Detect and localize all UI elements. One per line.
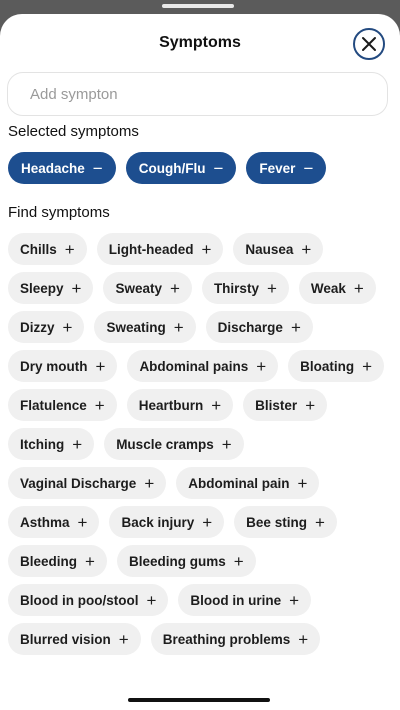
find-chip-label: Sweaty	[115, 280, 162, 296]
find-chip-discharge[interactable]	[206, 311, 313, 343]
plus-icon: +	[298, 629, 309, 649]
plus-icon: +	[221, 434, 232, 454]
symptoms-sheet	[0, 14, 400, 710]
find-chip-label: Weak	[310, 280, 346, 296]
find-chip-abdominal-pain[interactable]	[176, 467, 319, 499]
find-chip-thirsty[interactable]	[202, 272, 289, 304]
find-chip-dry-mouth[interactable]	[8, 350, 117, 382]
plus-icon: +	[353, 278, 364, 298]
plus-icon: +	[362, 356, 373, 376]
find-chip-label: Heartburn	[138, 397, 204, 413]
find-chip-label: Discharge	[217, 319, 283, 335]
minus-icon: −	[213, 158, 224, 178]
symptom-search-input[interactable]	[28, 85, 387, 104]
plus-icon: +	[144, 473, 155, 493]
selected-symptoms-label: Selected symptoms	[8, 123, 139, 140]
selected-chip-cough-flu[interactable]	[126, 152, 237, 184]
find-chip-label: Blister	[255, 397, 298, 413]
plus-icon: +	[289, 590, 300, 610]
find-chip-sweaty[interactable]	[103, 272, 191, 304]
find-chip-label: Abdominal pains	[139, 358, 249, 374]
find-chip-vaginal-discharge[interactable]	[8, 467, 166, 499]
find-chip-label: Bee sting	[246, 514, 307, 530]
find-chip-nausea[interactable]	[233, 233, 323, 265]
selected-chip-fever[interactable]	[246, 152, 326, 184]
find-chip-weak[interactable]	[299, 272, 376, 304]
find-chip-bloating[interactable]	[288, 350, 384, 382]
plus-icon: +	[62, 317, 73, 337]
find-chip-blood-in-urine[interactable]	[178, 584, 311, 616]
plus-icon: +	[233, 551, 244, 571]
plus-icon: +	[297, 473, 308, 493]
find-chip-muscle-cramps[interactable]	[104, 428, 243, 460]
find-chip-blister[interactable]	[243, 389, 327, 421]
close-icon	[361, 36, 377, 52]
find-chip-sweating[interactable]	[94, 311, 195, 343]
find-chip-label: Itching	[20, 436, 65, 452]
find-chip-light-headed[interactable]	[97, 233, 224, 265]
find-chip-label: Vaginal Discharge	[20, 475, 137, 491]
find-chip-label: Bleeding	[20, 553, 78, 569]
find-chip-breathing-problems[interactable]	[151, 623, 320, 655]
plus-icon: +	[64, 239, 75, 259]
find-chip-label: Asthma	[20, 514, 70, 530]
find-chip-label: Blurred vision	[20, 631, 111, 647]
plus-icon: +	[202, 512, 213, 532]
find-chip-blood-in-poo-stool[interactable]	[8, 584, 168, 616]
find-chip-label: Flatulence	[20, 397, 87, 413]
find-chip-bee-sting[interactable]	[234, 506, 337, 538]
find-chip-heartburn[interactable]	[127, 389, 233, 421]
find-chip-label: Abdominal pain	[188, 475, 290, 491]
find-symptoms-label: Find symptoms	[8, 204, 110, 221]
find-chip-chills[interactable]	[8, 233, 87, 265]
find-chip-label: Muscle cramps	[116, 436, 214, 452]
minus-icon: −	[303, 158, 314, 178]
find-chip-label: Dry mouth	[20, 358, 88, 374]
home-indicator	[128, 698, 270, 702]
plus-icon: +	[305, 395, 316, 415]
plus-icon: +	[301, 239, 312, 259]
find-chip-itching[interactable]	[8, 428, 94, 460]
find-chip-label: Chills	[20, 241, 57, 257]
selected-symptoms-list	[8, 152, 394, 184]
plus-icon: +	[173, 317, 184, 337]
find-chip-dizzy[interactable]	[8, 311, 84, 343]
selected-chip-headache[interactable]	[8, 152, 116, 184]
find-chip-label: Light-headed	[108, 241, 194, 257]
plus-icon: +	[201, 239, 212, 259]
plus-icon: +	[77, 512, 88, 532]
page-title: Symptoms	[159, 34, 241, 51]
find-chip-label: Dizzy	[20, 319, 55, 335]
plus-icon: +	[95, 356, 106, 376]
plus-icon: +	[256, 356, 267, 376]
find-chip-abdominal-pains[interactable]	[127, 350, 278, 382]
plus-icon: +	[170, 278, 180, 298]
plus-icon: +	[85, 551, 95, 571]
find-chip-bleeding-gums[interactable]	[117, 545, 256, 577]
find-chip-flatulence[interactable]	[8, 389, 117, 421]
find-chip-label: Bleeding gums	[128, 553, 226, 569]
plus-icon: +	[94, 395, 105, 415]
symptom-search-field[interactable]	[7, 72, 388, 116]
find-chip-label: Thirsty	[213, 280, 259, 296]
close-button[interactable]	[353, 28, 385, 60]
plus-icon: +	[266, 278, 277, 298]
plus-icon: +	[314, 512, 325, 532]
find-chip-label: Blood in urine	[190, 592, 282, 608]
plus-icon: +	[71, 278, 82, 298]
sheet-header	[0, 14, 400, 74]
find-chip-label: Back injury	[121, 514, 195, 530]
find-chip-label: Sweating	[106, 319, 166, 335]
plus-icon: +	[146, 590, 157, 610]
find-chip-label: Breathing problems	[162, 631, 291, 647]
selected-chip-label: Fever	[259, 160, 296, 176]
minus-icon: −	[92, 158, 103, 178]
find-chip-sleepy[interactable]	[8, 272, 93, 304]
plus-icon: +	[72, 434, 83, 454]
find-chip-label: Nausea	[245, 241, 294, 257]
find-symptoms-list	[8, 233, 394, 655]
find-chip-asthma[interactable]	[8, 506, 99, 538]
selected-chip-label: Headache	[21, 160, 85, 176]
find-chip-label: Blood in poo/stool	[20, 592, 139, 608]
top-drag-indicator	[162, 4, 234, 8]
find-chip-back-injury[interactable]	[109, 506, 224, 538]
find-chip-label: Bloating	[300, 358, 355, 374]
find-chip-blurred-vision[interactable]	[8, 623, 141, 655]
plus-icon: +	[118, 629, 129, 649]
find-chip-label: Sleepy	[20, 280, 64, 296]
selected-chip-label: Cough/Flu	[138, 160, 206, 176]
plus-icon: +	[290, 317, 301, 337]
plus-icon: +	[211, 395, 222, 415]
find-chip-bleeding[interactable]	[8, 545, 107, 577]
